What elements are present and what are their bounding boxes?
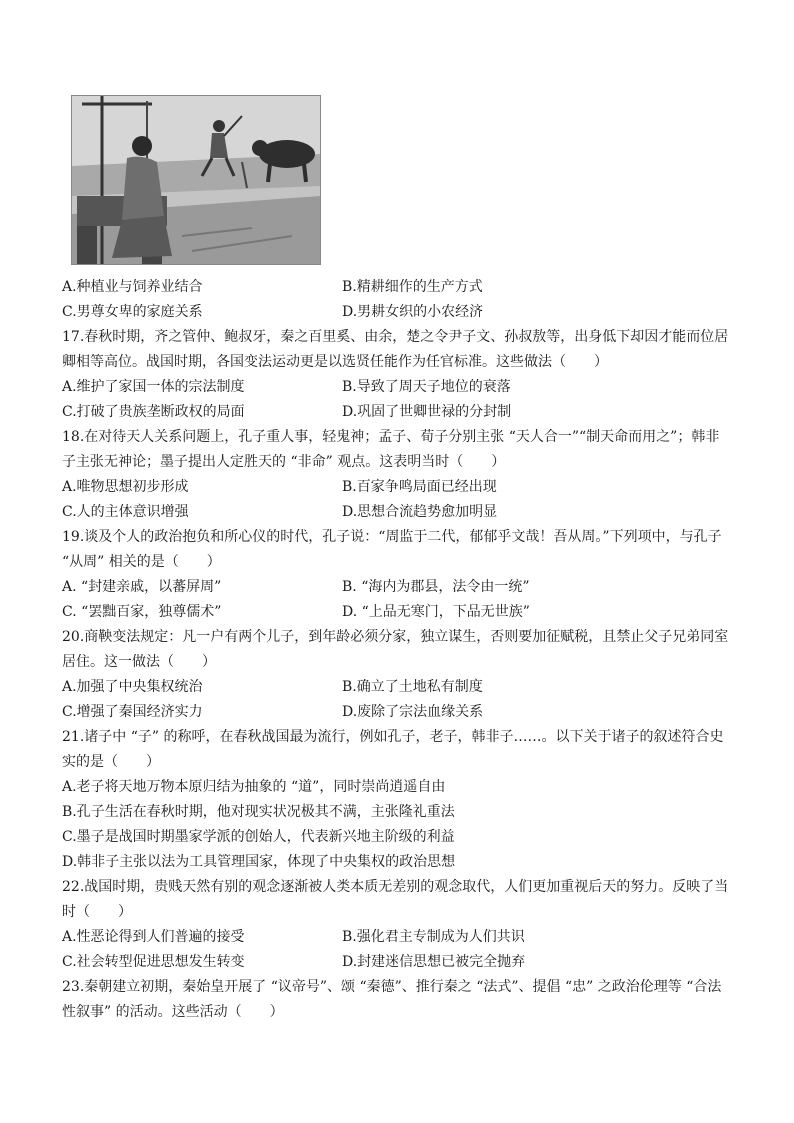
q16-option-a: A.种植业与饲养业结合 bbox=[62, 279, 203, 295]
q18-stem-line-2: 子主张无神论；墨子提出人定胜天的 “非命” 观点。这表明当时（ ） bbox=[62, 454, 506, 470]
q22-stem-line-2: 时（ ） bbox=[62, 904, 132, 920]
q18-option-a: A.唯物思想初步形成 bbox=[62, 479, 189, 495]
q21-stem-line-2: 实的是（ ） bbox=[62, 754, 160, 770]
q19-stem-line-1: 19.谈及个人的政治抱负和所心仪的时代，孔子说：“周监于二代，郁郁乎文哉！吾从周。”下列项中，与孔子 bbox=[62, 529, 722, 545]
q22-option-a: A.性恶论得到人们普遍的接受 bbox=[62, 929, 245, 945]
q19-option-a: A. “封建亲戚，以蕃屏周” bbox=[62, 579, 222, 595]
q16-option-b: B.精耕细作的生产方式 bbox=[342, 279, 483, 295]
q17-option-a: A.维护了家国一体的宗法制度 bbox=[62, 379, 245, 395]
q20-stem-line-2: 居住。这一做法（ ） bbox=[62, 654, 216, 670]
q20-option-b: B.确立了土地私有制度 bbox=[342, 679, 483, 695]
q16-option-d: D.男耕女织的小农经济 bbox=[342, 304, 484, 320]
q18-option-c: C.人的主体意识增强 bbox=[62, 504, 189, 520]
q20-option-a: A.加强了中央集权统治 bbox=[62, 679, 203, 695]
q17-stem-line-1: 17.春秋时期，齐之管仲、鲍叔牙，秦之百里奚、由余，楚之令尹子文、孙叔敖等，出身低下却因才能而位居 bbox=[62, 329, 729, 345]
q17-option-b: B.导致了周天子地位的衰落 bbox=[342, 379, 511, 395]
q21-option-d: D.韩非子主张以法为工具管理国家，体现了中央集权的政治思想 bbox=[62, 854, 456, 870]
q20-option-d: D.废除了宗法血缘关系 bbox=[342, 704, 484, 720]
q22-stem-line-1: 22.战国时期，贵贱天然有别的观念逐渐被人类本质无差别的观念取代，人们更加重视后天的努力。反映了当 bbox=[62, 879, 729, 895]
q20-option-c: C.增强了秦国经济实力 bbox=[62, 704, 203, 720]
q16-option-c: C.男尊女卑的家庭关系 bbox=[62, 304, 203, 320]
q18-option-b: B.百家争鸣局面已经出现 bbox=[342, 479, 497, 495]
q17-stem-line-2: 卿相等高位。战国时期，各国变法运动更是以选贤任能作为任官标准。这些做法（ ） bbox=[62, 354, 608, 370]
weaving-farming-scene-icon bbox=[71, 95, 321, 265]
q19-option-d: D. “上品无寒门，下品无世族” bbox=[342, 604, 530, 620]
q21-option-a: A.老子将天地万物本原归结为抽象的 “道”，同时崇尚逍遥自由 bbox=[62, 779, 446, 795]
q19-option-c: C. “罢黜百家，独尊儒术” bbox=[62, 604, 222, 620]
q18-stem-line-1: 18.在对待天人关系问题上，孔子重人事，轻鬼神；孟子、荀子分别主张 “天人合一”“制天命而用之”；韩非 bbox=[62, 429, 720, 445]
q23-stem-line-2: 性叙事” 的活动。这些活动（ ） bbox=[62, 1004, 284, 1020]
q20-stem-line-1: 20.商鞅变法规定：凡一户有两个儿子，到年龄必须分家，独立谋生，否则要加征赋税，且禁止父子兄弟同室 bbox=[62, 629, 729, 645]
q21-option-c: C.墨子是战国时期墨家学派的创始人，代表新兴地主阶级的利益 bbox=[62, 829, 455, 845]
q22-option-d: D.封建迷信思想已被完全抛弃 bbox=[342, 954, 526, 970]
q17-option-c: C.打破了贵族垄断政权的局面 bbox=[62, 404, 245, 420]
q22-option-c: C.社会转型促进思想发生转变 bbox=[62, 954, 245, 970]
q23-stem-line-1: 23.秦朝建立初期，秦始皇开展了 “议帝号”、颂 “秦德”、推行秦之 “法式”、提倡 “忠” 之政治伦理等 “合法 bbox=[62, 979, 722, 995]
q17-option-d: D.巩固了世卿世禄的分封制 bbox=[342, 404, 512, 420]
q18-option-d: D.思想合流趋势愈加明显 bbox=[342, 504, 498, 520]
illustration-svg bbox=[72, 96, 320, 264]
q21-stem-line-1: 21.诸子中 “子” 的称呼，在春秋战国最为流行，例如孔子，老子，韩非子……。以下关于诸子的叙述符合史 bbox=[62, 729, 724, 745]
q19-stem-line-2: “从周” 相关的是（ ） bbox=[62, 554, 221, 570]
q22-option-b: B.强化君主专制成为人们共识 bbox=[342, 929, 525, 945]
q21-option-b: B.孔子生活在春秋时期，他对现实状况极其不满，主张隆礼重法 bbox=[62, 804, 455, 820]
q19-option-b: B. “海内为郡县，法令由一统” bbox=[342, 579, 530, 595]
